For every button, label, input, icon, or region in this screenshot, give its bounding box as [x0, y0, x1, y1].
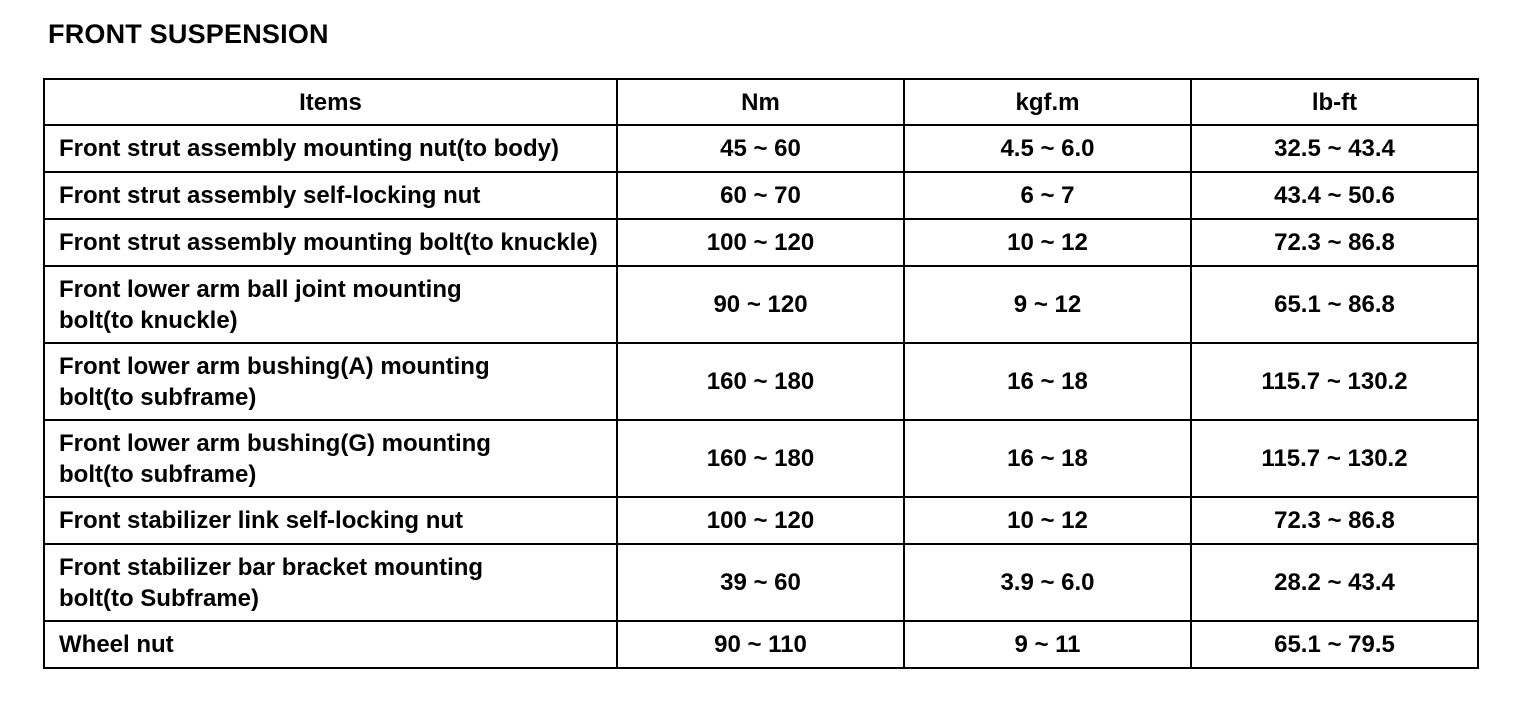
item-line: Front stabilizer bar bracket mounting	[59, 553, 484, 581]
item-cell	[44, 621, 617, 668]
nm-cell: 45 ~ 60	[617, 125, 904, 172]
table-row	[44, 125, 1478, 172]
lb-ft-cell: 65.1 ~ 79.5	[1191, 621, 1478, 668]
kgf-m-cell: 10 ~ 12	[904, 497, 1191, 544]
nm-cell: 39 ~ 60	[617, 544, 904, 621]
item-line: Front lower arm bushing(A) mounting	[59, 352, 490, 380]
table-row	[44, 544, 1478, 621]
table-row	[44, 497, 1478, 544]
item-cell	[44, 266, 617, 343]
header-kgf-m: kgf.m	[904, 79, 1191, 125]
torque-spec-table	[43, 78, 1479, 669]
lb-ft-cell: 28.2 ~ 43.4	[1191, 544, 1478, 621]
item-cell	[44, 497, 617, 544]
kgf-m-cell: 10 ~ 12	[904, 219, 1191, 266]
item-line: Front strut assembly self-locking nut	[59, 182, 481, 209]
page-title: FRONT SUSPENSION	[48, 19, 329, 49]
table-row	[44, 343, 1478, 420]
header-lb-ft: lb-ft	[1191, 79, 1478, 125]
item-cell	[44, 125, 617, 172]
item-line: Front stabilizer link self-locking nut	[59, 507, 464, 534]
item-line: bolt(to knuckle)	[59, 306, 238, 334]
table-header-row	[44, 79, 1478, 125]
table-row	[44, 621, 1478, 668]
nm-cell: 90 ~ 110	[617, 621, 904, 668]
item-line: bolt(to subframe)	[59, 460, 257, 488]
table-row	[44, 266, 1478, 343]
kgf-m-cell: 9 ~ 12	[904, 266, 1191, 343]
item-cell	[44, 420, 617, 497]
item-line: Front lower arm ball joint mounting	[59, 275, 462, 303]
kgf-m-cell: 3.9 ~ 6.0	[904, 544, 1191, 621]
kgf-m-cell: 16 ~ 18	[904, 420, 1191, 497]
lb-ft-cell: 115.7 ~ 130.2	[1191, 420, 1478, 497]
nm-cell: 160 ~ 180	[617, 420, 904, 497]
lb-ft-cell: 72.3 ~ 86.8	[1191, 497, 1478, 544]
item-cell	[44, 544, 617, 621]
table-row	[44, 172, 1478, 219]
item-line: Front strut assembly mounting bolt(to knuckle)	[59, 229, 598, 256]
lb-ft-cell: 115.7 ~ 130.2	[1191, 343, 1478, 420]
lb-ft-cell: 32.5 ~ 43.4	[1191, 125, 1478, 172]
item-line: bolt(to Subframe)	[59, 584, 259, 612]
kgf-m-cell: 16 ~ 18	[904, 343, 1191, 420]
lb-ft-cell: 43.4 ~ 50.6	[1191, 172, 1478, 219]
nm-cell: 60 ~ 70	[617, 172, 904, 219]
lb-ft-cell: 72.3 ~ 86.8	[1191, 219, 1478, 266]
item-line: Front strut assembly mounting nut(to body)	[59, 135, 559, 162]
item-line: Front lower arm bushing(G) mounting	[59, 429, 491, 457]
nm-cell: 100 ~ 120	[617, 219, 904, 266]
item-cell	[44, 219, 617, 266]
table-row	[44, 219, 1478, 266]
nm-cell: 90 ~ 120	[617, 266, 904, 343]
kgf-m-cell: 9 ~ 11	[904, 621, 1191, 668]
kgf-m-cell: 4.5 ~ 6.0	[904, 125, 1191, 172]
nm-cell: 100 ~ 120	[617, 497, 904, 544]
nm-cell: 160 ~ 180	[617, 343, 904, 420]
kgf-m-cell: 6 ~ 7	[904, 172, 1191, 219]
table-row	[44, 420, 1478, 497]
header-nm: Nm	[617, 79, 904, 125]
lb-ft-cell: 65.1 ~ 86.8	[1191, 266, 1478, 343]
header-items: Items	[44, 79, 617, 125]
item-cell	[44, 172, 617, 219]
item-cell	[44, 343, 617, 420]
item-line: Wheel nut	[59, 631, 174, 658]
item-line: bolt(to subframe)	[59, 383, 257, 411]
